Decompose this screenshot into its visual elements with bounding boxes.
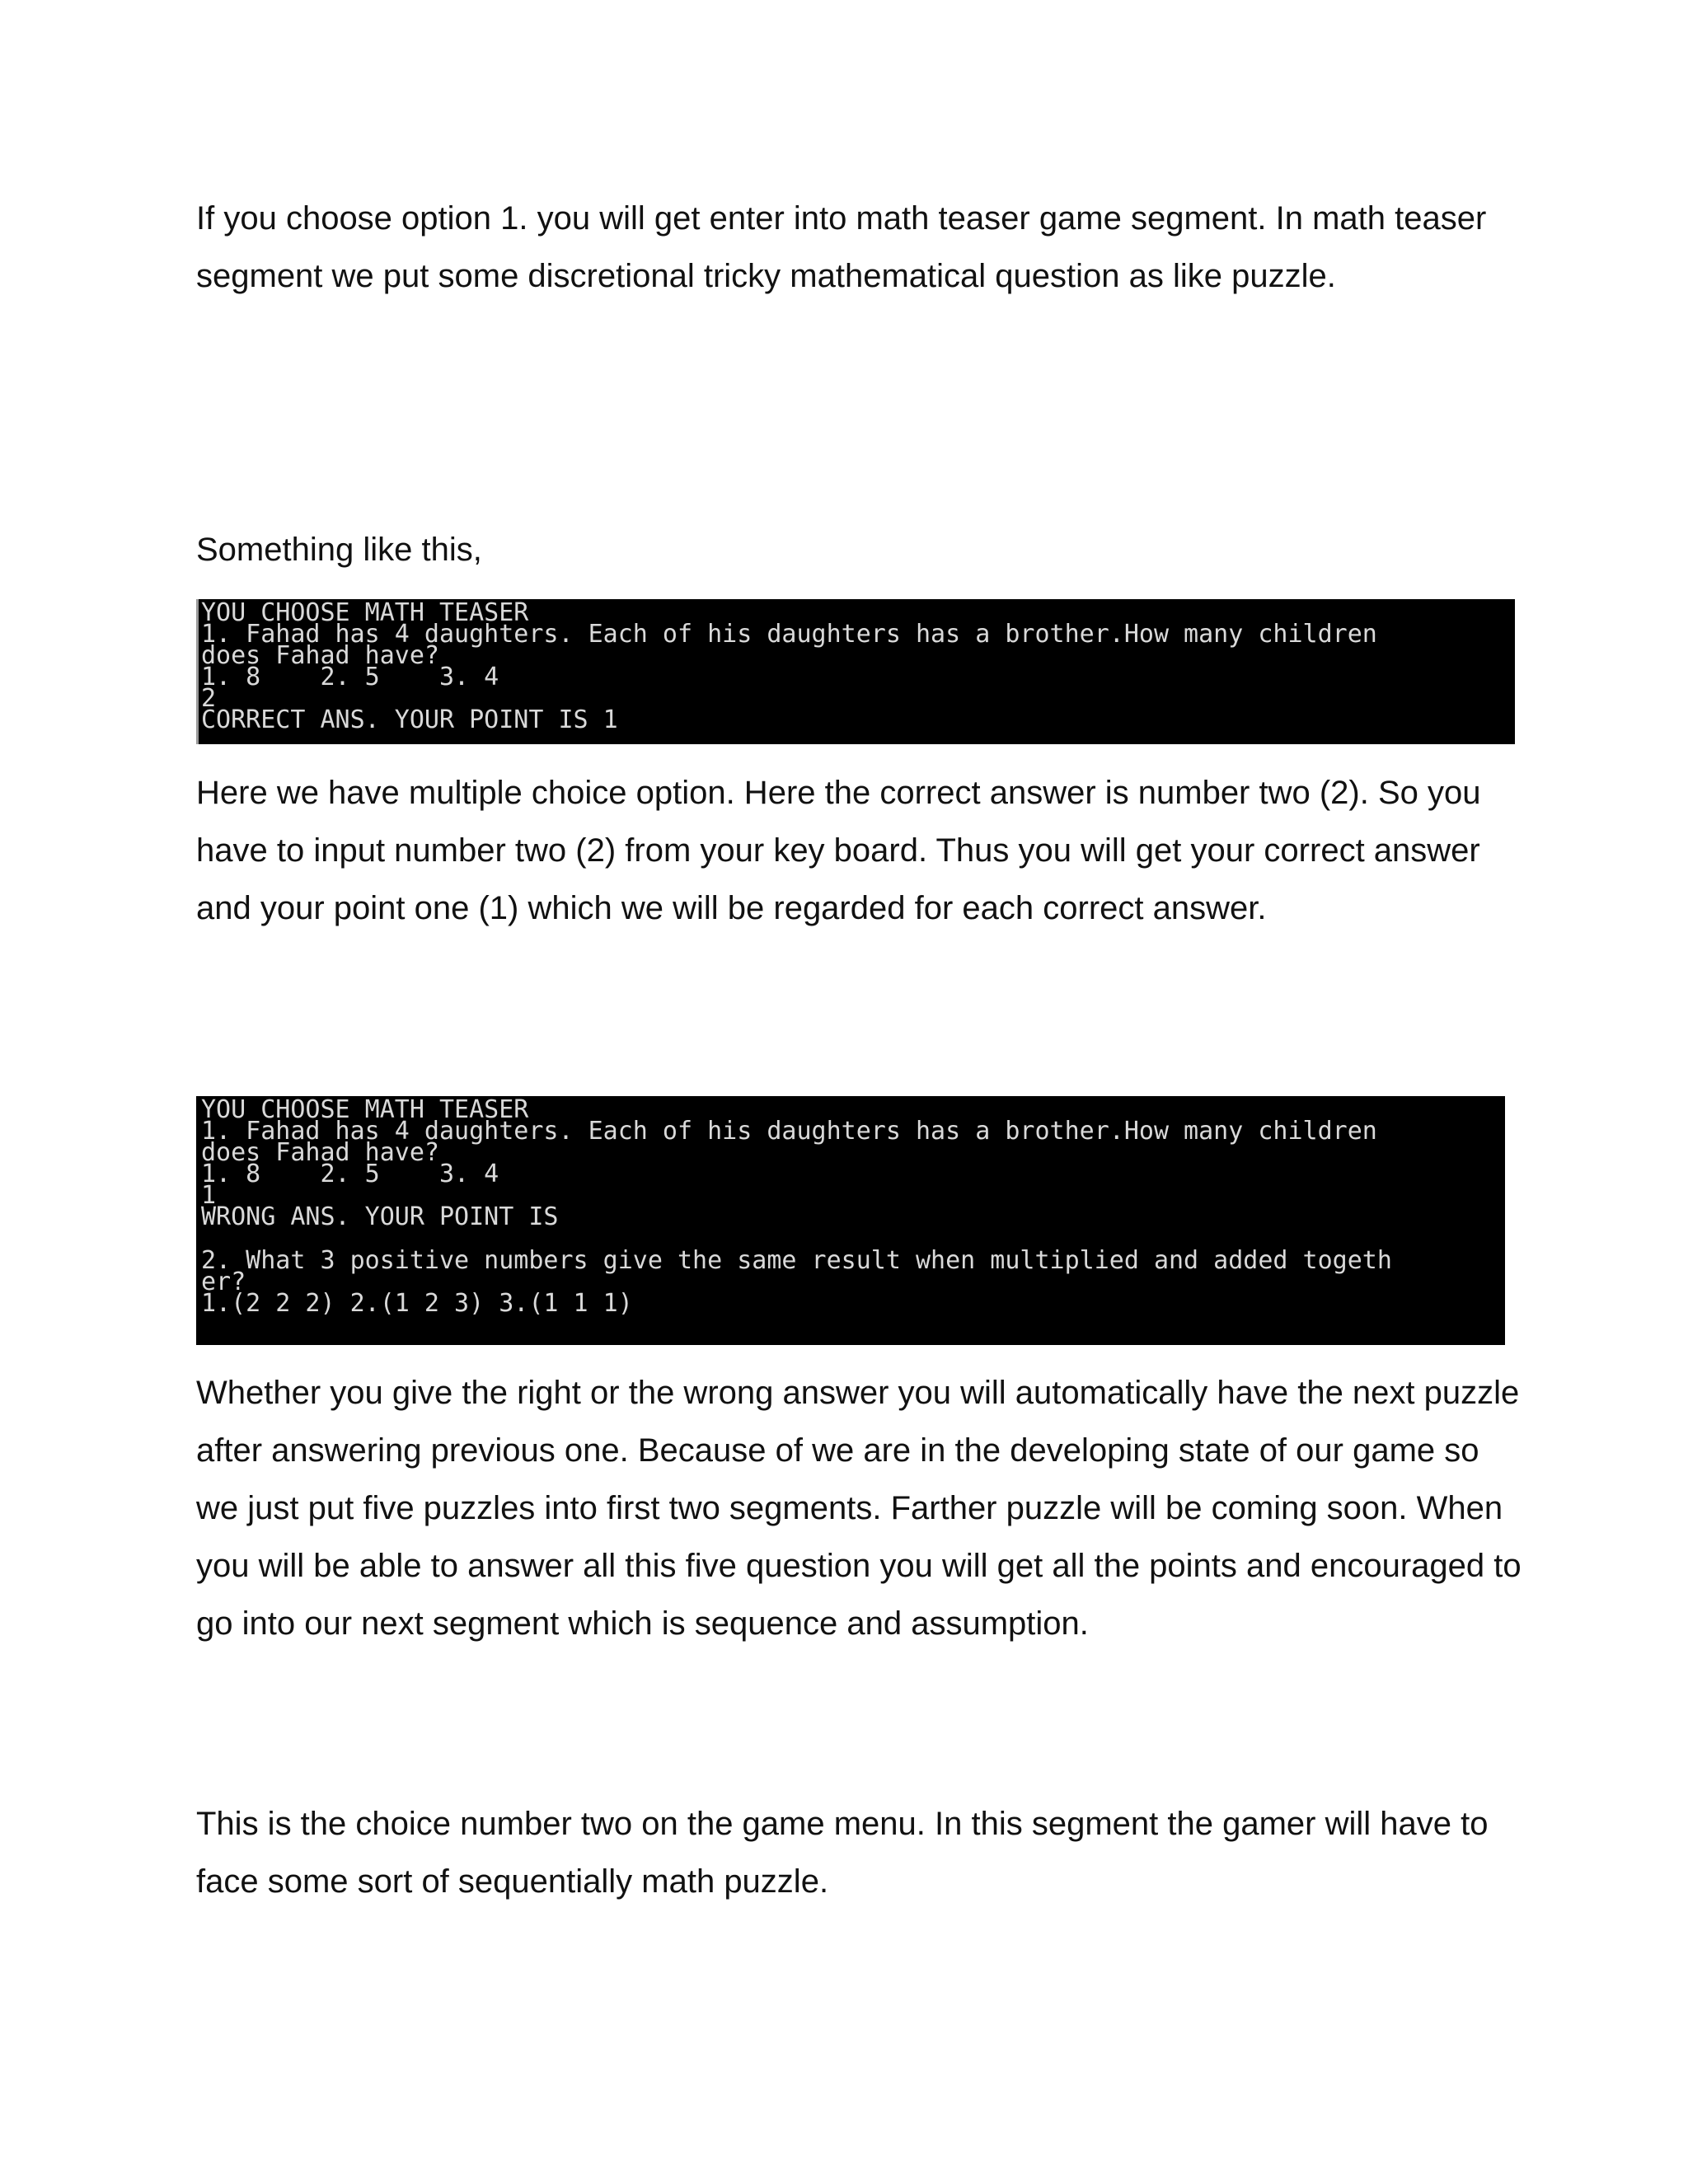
console-line: YOU CHOOSE MATH TEASER — [201, 599, 529, 627]
console-line: 2 — [201, 684, 217, 713]
console-line: 1.(2 2 2) 2.(1 2 3) 3.(1 1 1) — [201, 1289, 633, 1318]
console-line: does Fahad have? — [201, 1138, 439, 1167]
console-line: 1. Fahad has 4 daughters. Each of his daughters has a brother.How many children — [201, 1117, 1377, 1146]
explanation-paragraph: Here we have multiple choice option. Here the correct answer is number two (2). So you have to input number two (2) from your key board. Thus you will get your correct answer and your point one (1) which we will be regarded for each correct answer. — [196, 775, 1481, 926]
console-screenshot-wrong-answer — [196, 1096, 1505, 1345]
intro-paragraph: If you choose option 1. you will get enter into math teaser game segment. In math teaser segment we put some discretional tricky mathematical question as like puzzle. — [196, 200, 1487, 294]
console-screenshot-correct-answer — [196, 599, 1515, 744]
console-line: 2. What 3 positive numbers give the same result when multiplied and added togeth — [201, 1246, 1392, 1275]
console-line: CORRECT ANS. YOUR POINT IS 1 — [201, 705, 618, 734]
console-left-edge — [196, 599, 199, 744]
console-line: WRONG ANS. YOUR POINT IS — [201, 1202, 559, 1231]
console-line: er? — [201, 1268, 246, 1296]
choice-two-paragraph: This is the choice number two on the game menu. In this segment the gamer will have to face some sort of sequentially math puzzle. — [196, 1806, 1489, 1900]
console-line: 1. Fahad has 4 daughters. Each of his daughters has a brother.How many children — [201, 620, 1377, 649]
next-puzzle-paragraph: Whether you give the right or the wrong answer you will automatically have the next puzzle after answering previous one. Because of we are in the developing state of our game so we just put five puzzles into first two segments. Farther puzzle will be coming soon. When you will be able to answer all this five question you will get all the points and encouraged to go into our next segment which is sequence and assumption. — [196, 1375, 1522, 1642]
console-line: YOU CHOOSE MATH TEASER — [201, 1096, 529, 1124]
console-line: 1. 8 2. 5 3. 4 — [201, 1160, 499, 1188]
console-line: 1 — [201, 1181, 217, 1210]
console-line: does Fahad have? — [201, 641, 439, 670]
something-like-this-text: Something like this, — [196, 532, 482, 568]
console-line: 1. 8 2. 5 3. 4 — [201, 663, 499, 691]
